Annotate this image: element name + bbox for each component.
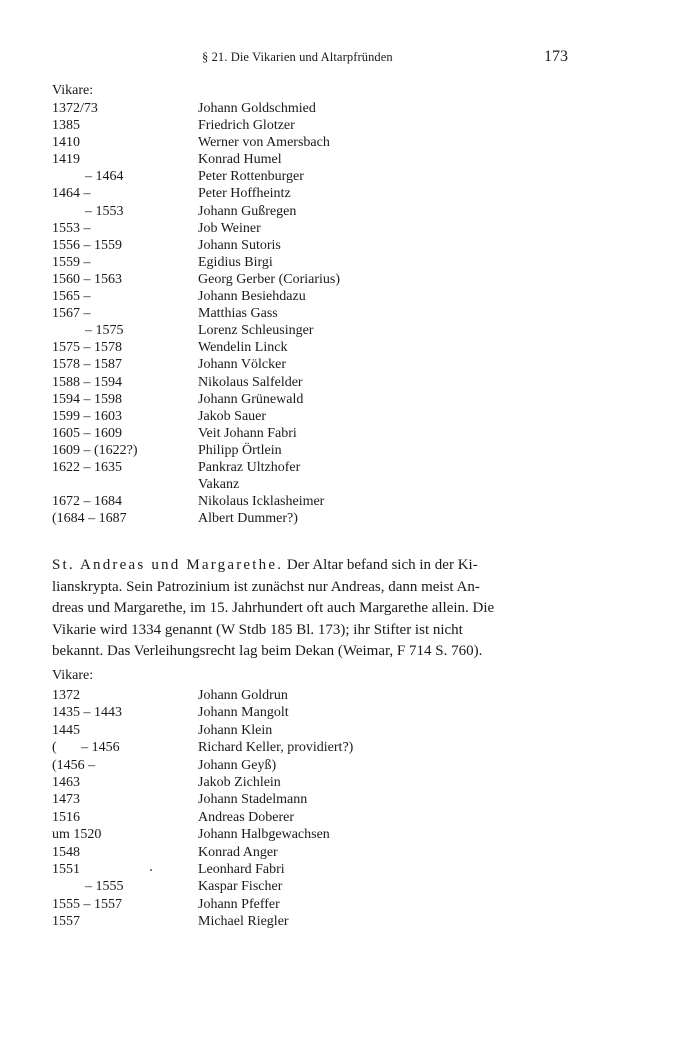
item-date: 1516 (52, 809, 80, 825)
item-name: Friedrich Glotzer (198, 118, 295, 134)
item-name: Konrad Humel (198, 152, 282, 168)
item-date: ( – 1456 (52, 740, 120, 756)
list-item (52, 254, 572, 271)
item-date: 1578 – 1587 (52, 357, 122, 373)
list-item (52, 704, 572, 721)
item-name: Johann Pfeffer (198, 896, 280, 912)
item-name: Johann Mangolt (198, 705, 289, 721)
running-head (0, 48, 700, 68)
item-name: Peter Hoffheintz (198, 186, 291, 202)
item-name: Kaspar Fischer (198, 879, 283, 895)
item-name: Lorenz Schleusinger (198, 323, 314, 339)
list-item (52, 374, 572, 391)
list-item (52, 510, 572, 527)
item-date: 1419 (52, 152, 80, 168)
item-date: 1560 – 1563 (52, 271, 122, 287)
item-date: 1609 – (1622?) (52, 442, 138, 458)
print-speck (150, 869, 152, 871)
list-item (52, 425, 572, 442)
item-name: Jakob Zichlein (198, 774, 281, 790)
list-rows (52, 100, 572, 527)
item-date: 1464 – (52, 186, 91, 202)
item-date: 1385 (52, 118, 80, 134)
item-name: Jakob Sauer (198, 408, 267, 424)
vikare-list-1 (52, 82, 572, 527)
list-item (52, 722, 572, 739)
item-name: Nikolaus Icklasheimer (198, 494, 325, 510)
item-name: Johann Grünewald (198, 391, 304, 407)
item-name: Johann Besiehdazu (198, 289, 306, 305)
item-date: 1559 – (52, 254, 91, 270)
list-item (52, 809, 572, 826)
item-name: Wendelin Linck (198, 340, 288, 356)
paragraph-text: Der Altar befand sich in der Ki- (283, 557, 478, 573)
item-date: 1567 – (52, 306, 91, 322)
item-date: 1672 – 1684 (52, 494, 122, 510)
item-name: Peter Rottenburger (198, 169, 304, 185)
list-item (52, 442, 572, 459)
list-item (52, 185, 572, 202)
item-name: Konrad Anger (198, 844, 278, 860)
list-item (52, 757, 572, 774)
item-date: 1575 – 1578 (52, 340, 122, 356)
item-date: 1594 – 1598 (52, 391, 122, 407)
paragraph-line: bekannt. Das Verleihungsrecht lag beim Dekan (Weimar, F 714 S. 760). (52, 643, 483, 659)
item-date: 1557 (52, 914, 80, 930)
list-item (52, 100, 572, 117)
list-item (52, 220, 572, 237)
item-date: 1556 – 1559 (52, 237, 122, 253)
paragraph-line: lianskrypta. Sein Patrozinium ist zunächst nur Andreas, dann meist An- (52, 578, 480, 595)
item-date: – 1575 (85, 323, 124, 339)
section-heading: St. Andreas und Margarethe. (52, 557, 284, 573)
list-item (52, 493, 572, 510)
item-date: – 1553 (85, 203, 124, 219)
paragraph-line: dreas und Margarethe, im 15. Jahrhundert oft auch Margarethe allein. Die (52, 600, 495, 616)
item-date: 1372/73 (52, 101, 98, 116)
list-item (52, 168, 572, 185)
item-date: 1605 – 1609 (52, 425, 122, 441)
list-item (52, 288, 572, 305)
item-date: 1588 – 1594 (52, 374, 122, 390)
item-name: Richard Keller, providiert?) (198, 740, 354, 756)
list-item (52, 203, 572, 220)
list-item (52, 391, 572, 408)
list-item (52, 687, 572, 704)
item-date: 1445 (52, 722, 80, 738)
item-name: Egidius Birgi (198, 254, 273, 270)
item-date: 1599 – 1603 (52, 408, 122, 424)
item-name: Johann Klein (198, 722, 273, 738)
item-name: Albert Dummer?) (198, 511, 298, 527)
list-label: Vikare: (52, 83, 94, 98)
item-date: 1410 (52, 135, 80, 151)
item-name: Matthias Gass (198, 306, 278, 322)
item-date: 1622 – 1635 (52, 459, 122, 475)
item-date: um 1520 (52, 827, 102, 843)
item-name: Johann Völcker (198, 357, 286, 373)
list-item (52, 117, 572, 134)
item-date: 1463 (52, 774, 80, 790)
item-name: Philipp Örtlein (198, 442, 282, 458)
item-date: 1553 – (52, 220, 91, 236)
list-item (52, 739, 572, 756)
item-date: – 1464 (85, 169, 124, 185)
item-name: Johann Geyß) (198, 757, 277, 773)
list-item (52, 844, 572, 861)
item-name: Job Weiner (198, 220, 261, 236)
list-item (52, 305, 572, 322)
item-date: 1435 – 1443 (52, 705, 122, 721)
paragraph-line: Vikarie wird 1334 genannt (W Stdb 185 Bl. 173); ihr Stifter ist nicht (52, 621, 463, 638)
list-item (52, 322, 572, 339)
list-item (52, 878, 572, 895)
list-item (52, 476, 572, 493)
list-item (52, 356, 572, 373)
item-date: – 1555 (85, 879, 124, 895)
list-item (52, 408, 572, 425)
list-item (52, 826, 572, 843)
list-item (52, 774, 572, 791)
list-item (52, 271, 572, 288)
list-item (52, 151, 572, 168)
list-item (52, 339, 572, 356)
item-name: Johann Goldschmied (198, 101, 316, 116)
list-item (52, 861, 572, 878)
item-name: Vakanz (198, 477, 240, 493)
running-title: § 21. Die Vikarien und Altarpfründen (202, 50, 393, 64)
item-name: Johann Gußregen (198, 203, 297, 219)
item-name: Pankraz Ultzhofer (198, 459, 301, 475)
item-name: Veit Johann Fabri (198, 425, 297, 441)
item-name: Johann Stadelmann (198, 792, 308, 808)
list-label: Vikare: (52, 668, 94, 683)
item-name: Nikolaus Salfelder (198, 374, 303, 390)
item-name: Johann Goldrun (198, 688, 288, 703)
item-date: 1372 (52, 688, 80, 703)
item-date: 1551 (52, 861, 80, 877)
item-name: Werner von Amersbach (198, 135, 330, 151)
list-rows (52, 687, 572, 930)
item-date: 1548 (52, 844, 80, 860)
list-item (52, 913, 572, 930)
item-name: Johann Halbgewachsen (198, 827, 330, 843)
item-date: 1555 – 1557 (52, 896, 122, 912)
item-date: 1473 (52, 792, 80, 808)
list-item (52, 791, 572, 808)
item-date: 1565 – (52, 289, 91, 305)
paragraph-line (52, 555, 570, 577)
item-date: (1456 – (52, 757, 96, 773)
item-name: Michael Riegler (198, 914, 289, 930)
list-item (52, 237, 572, 254)
page-number: 173 (544, 48, 568, 65)
vikare-list-2 (52, 667, 572, 930)
item-name: Andreas Doberer (198, 809, 295, 825)
item-name: Johann Sutoris (198, 237, 281, 253)
section-paragraph (52, 555, 570, 663)
item-name: Leonhard Fabri (198, 861, 285, 877)
item-name: Georg Gerber (Coriarius) (198, 271, 341, 287)
list-item (52, 134, 572, 151)
list-item (52, 896, 572, 913)
list-item (52, 459, 572, 476)
item-date: (1684 – 1687 (52, 511, 127, 527)
